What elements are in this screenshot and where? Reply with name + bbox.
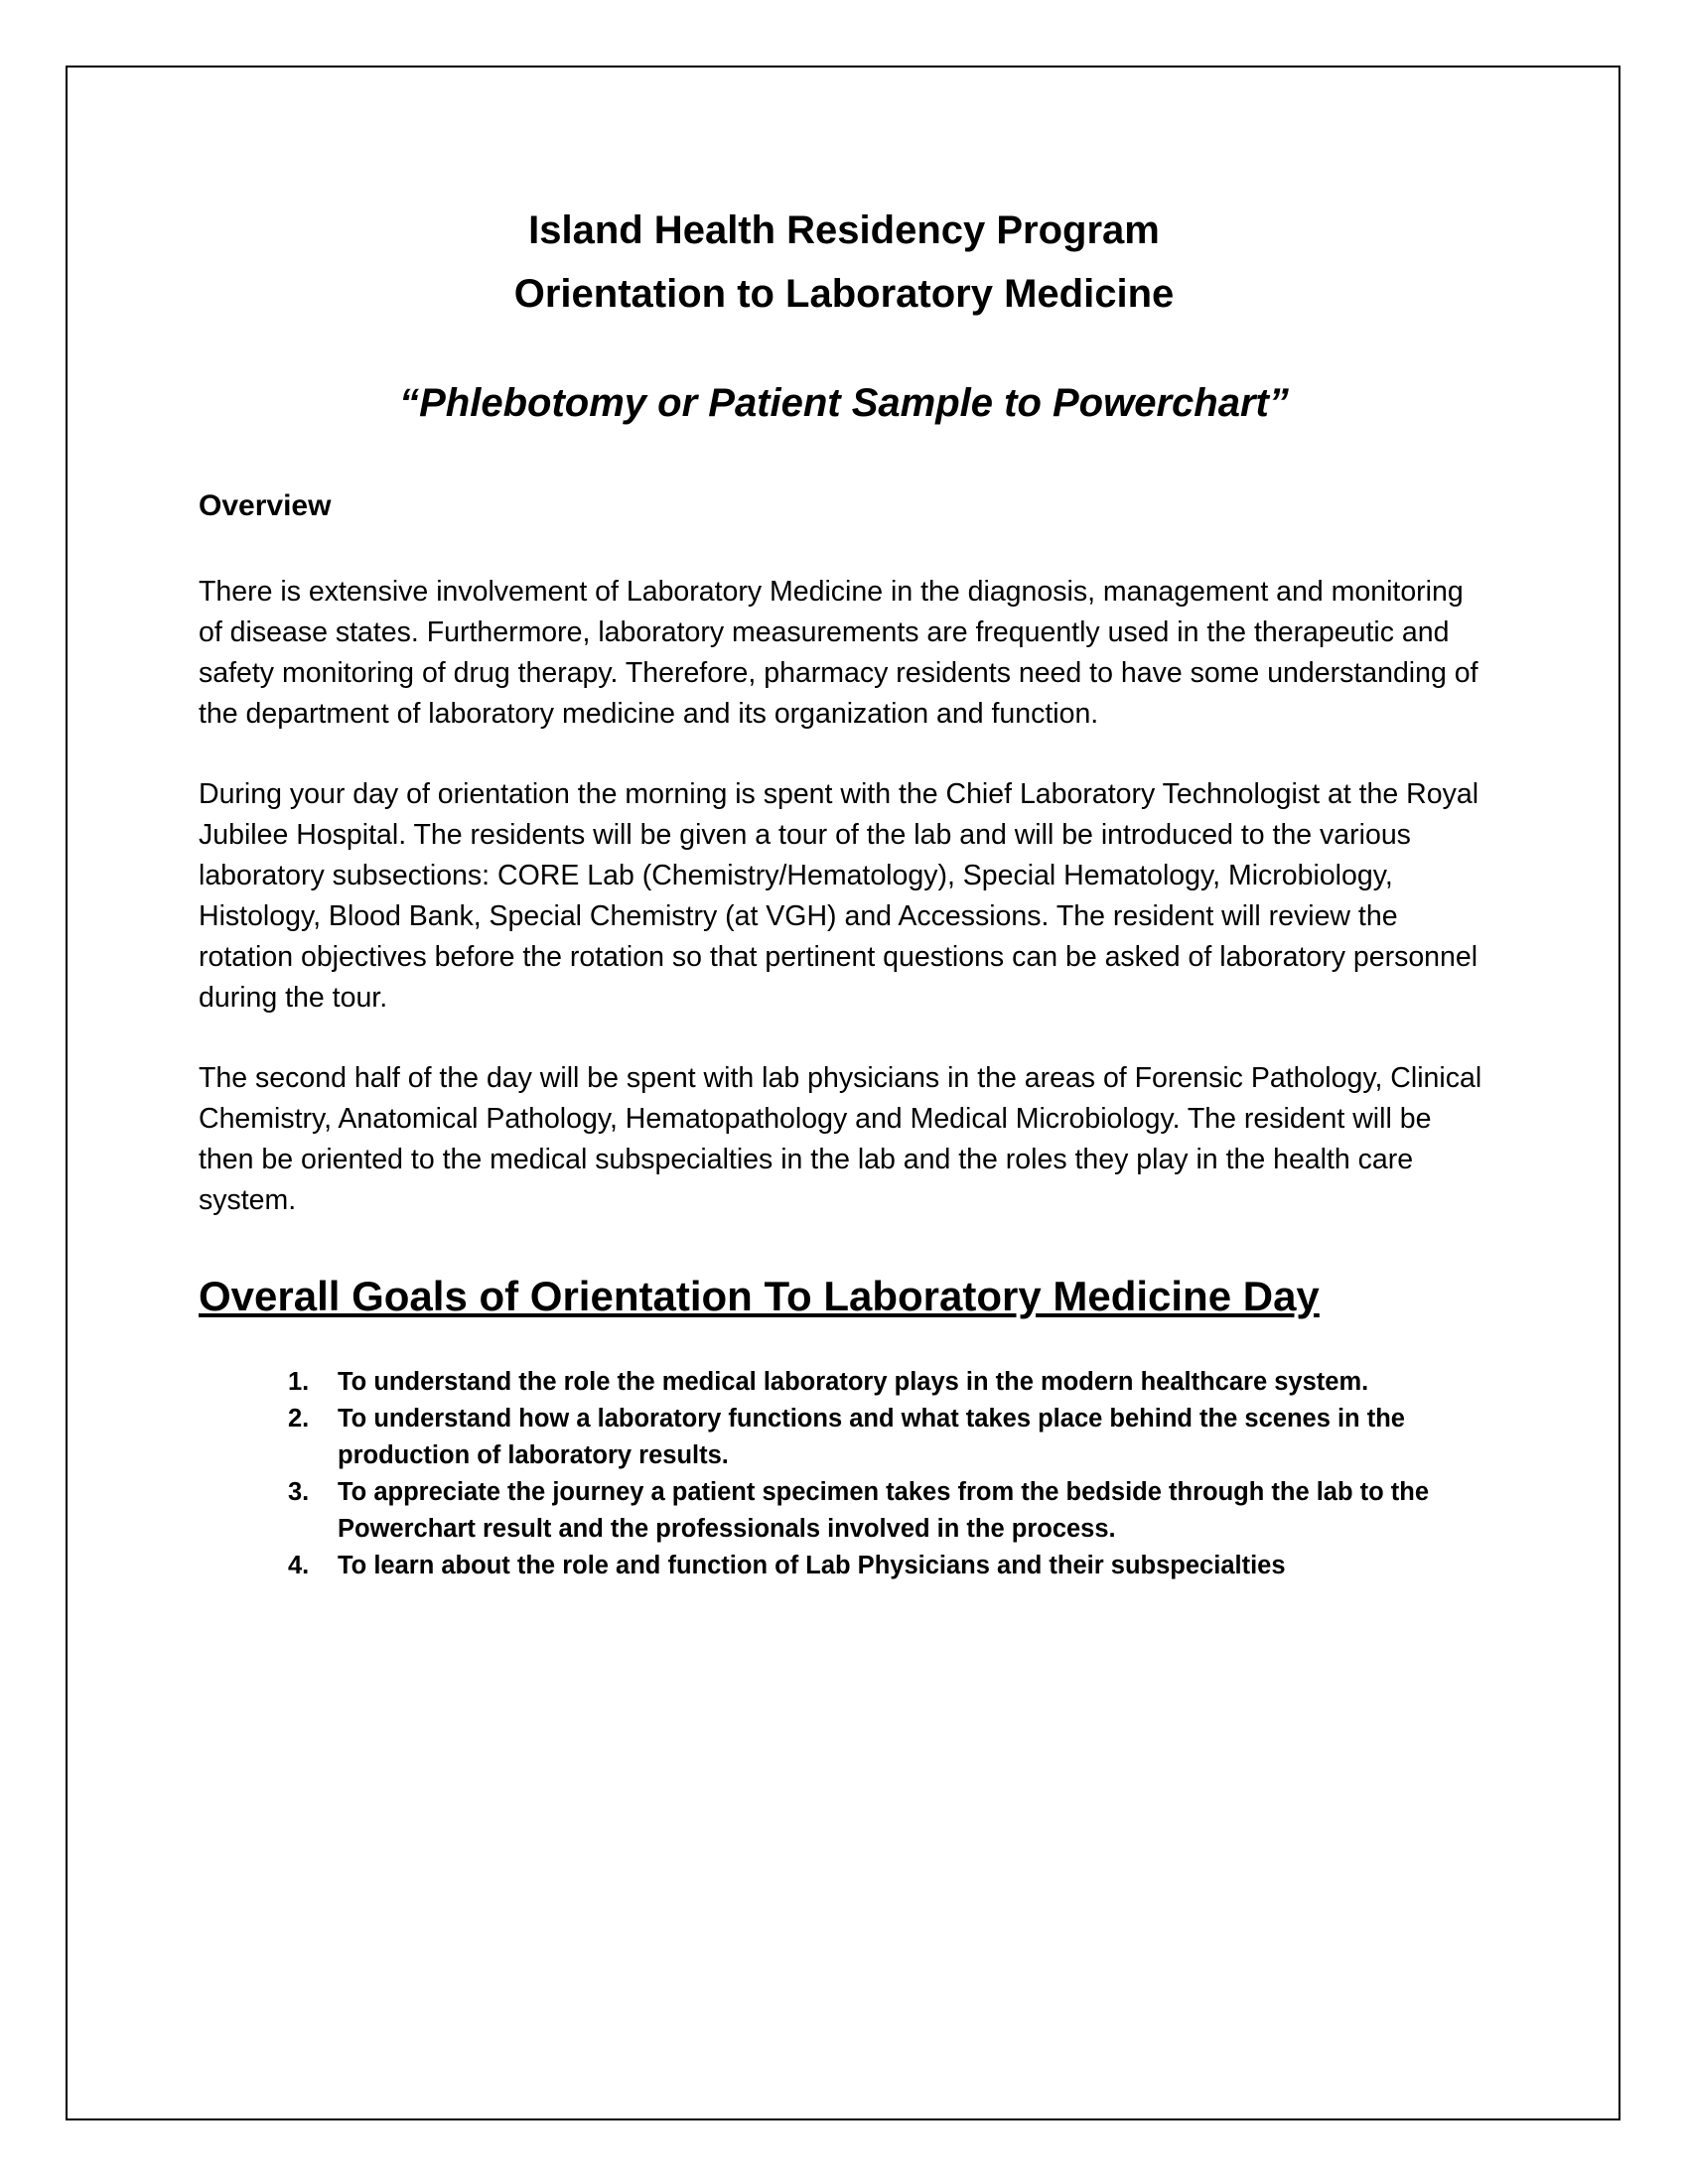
goal-number: 3.: [288, 1478, 310, 1506]
goal-item: [288, 1474, 1479, 1548]
goal-text: To understand the role the medical laboratory plays in the modern healthcare system.: [338, 1368, 1369, 1396]
orientation-title: Orientation to Laboratory Medicine: [513, 272, 1175, 316]
goals-heading: Overall Goals of Orientation To Laboratory Medicine Day: [199, 1273, 1320, 1319]
goal-item: [288, 1548, 1479, 1584]
goal-text: To appreciate the journey a patient specimen takes from the bedside through the lab to the Powerchart result and the professionals involved in the process.: [338, 1478, 1430, 1543]
goal-number: 2.: [288, 1405, 310, 1433]
document-content: [199, 199, 1489, 1584]
goals-list: [199, 1364, 1479, 1584]
overview-paragraph-3: The second half of the day will be spent with lab physicians in the areas of Forensic Pathology, Clinical Chemistry, Anatomical Pathology, Hematopathology and Medical Microbiology. The resident will be then be oriented to the medical subspecialties in the lab and the roles they play in the health care system.: [199, 1062, 1482, 1216]
goal-text: To understand how a laboratory functions and what takes place behind the scenes in the production of laboratory results.: [338, 1405, 1405, 1469]
goal-number: 4.: [288, 1552, 310, 1579]
goal-number: 1.: [288, 1368, 310, 1396]
goal-text: To learn about the role and function of Lab Physicians and their subspecialties: [338, 1552, 1286, 1579]
goal-item: [288, 1364, 1479, 1401]
title-block: [199, 199, 1489, 326]
goal-item: [288, 1401, 1479, 1474]
document-subtitle: “Phlebotomy or Patient Sample to Powerchart”: [399, 381, 1289, 425]
overview-paragraph-1: There is extensive involvement of Laboratory Medicine in the diagnosis, management and monitoring of disease states. Furthermore, laboratory measurements are frequently used in the therapeutic and safety monitoring of drug therapy. Therefore, pharmacy residents need to have some understanding of the department of laboratory medicine and its organization and function.: [199, 576, 1478, 730]
program-title: Island Health Residency Program: [528, 208, 1160, 252]
overview-paragraph-2: During your day of orientation the morning is spent with the Chief Laboratory Technologist at the Royal Jubilee Hospital. The residents will be given a tour of the lab and will be introduced to the various laboratory subsections: CORE Lab (Chemistry/Hematology), Special Hematology, Microbiology, Histology, Blood Bank, Special Chemistry (at VGH) and Accessions. The resident will review the rotation objectives before the rotation so that pertinent questions can be asked of laboratory personnel during the tour.: [199, 778, 1479, 1014]
overview-heading: Overview: [199, 489, 332, 522]
